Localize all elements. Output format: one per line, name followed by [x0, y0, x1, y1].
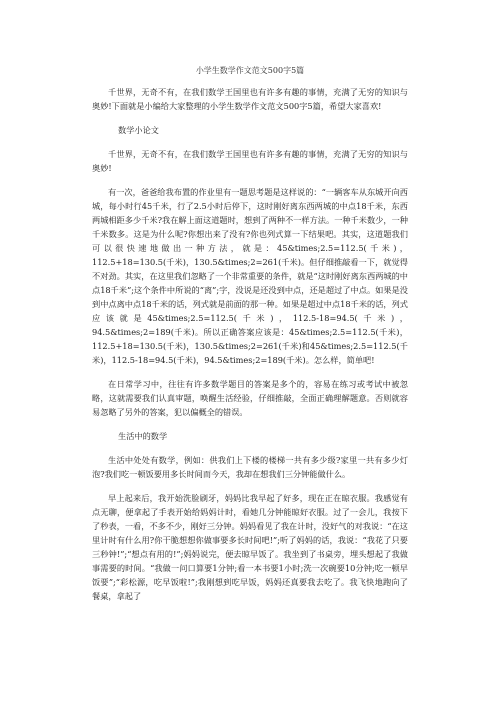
paragraph: 在日常学习中，往往有许多数学题目的答案是多个的，容易在练习或考试中被忽略，这就需要我们认真审题，唤醒生活经验，仔细推敲，全面正确理解题意。否则就容易忽略了另外的答案，犯以偏概全的错误。 — [92, 379, 408, 417]
intro-paragraph: 千世界，无奇不有，在我们数学王国里也有许多有趣的事情，充满了无穷的知识与奥妙!下面就是小编给大家整理的小学生数学作文范文500字5篇，希望大家喜欢! — [92, 87, 408, 111]
paragraph: 千世界，无奇不有，在我们数学王国里也有许多有趣的事情，充满了无穷的知识与奥妙! — [92, 149, 408, 173]
paragraph: 生活中处处有数学，例如：供我们上下楼的楼梯一共有多少级?家里一共有多少灯泡?我们吃一顿饭要用多长时间而今天，我却在想我们三分钟能做什么。 — [92, 455, 408, 479]
section-heading-math-in-life: 生活中的数学 — [118, 431, 168, 441]
section-heading-math-essay: 数学小论文 — [118, 125, 159, 135]
paragraph: 早上起来后，我开始洗脸刷牙，妈妈比我早起了好多，现在正在晾衣服。我感觉有点无聊，便拿起了手表开始给妈妈计时，看她几分钟能晾好衣服。过了一会儿，我按下了秒表，一看，不多不少，刚好三分钟。妈妈看见了我在计时，没好气的对我说：“在这里计时有什么用?你干脆想想你做事要多长时间吧!”;听了妈妈的话，我说：“我花了只要三秒钟!”;“想点有用的!”;妈妈说完，便去晾早饭了。我坐到了书桌旁，埋头想起了我做事需要的时间。“我做一问口算要1分钟;看一本书要1小时;洗一次碗要10分钟;吃一顿早饭要”;“彩松源，吃早饭啦!”;我刚想到吃早饭，妈妈还真要我去吃了。我飞快地跑向了餐桌，拿起了 — [92, 493, 408, 601]
paragraph: 有一次，爸爸给我布置的作业里有一题思考题是这样说的：“一辆客车从东城开向西城，每小时行45千米，行了2.5小时后停下，这时刚好离东西两城的中点18千米，东西两城相距多少千米?我在解上面这道题时，想到了两种不一样方法。一种千米数少，一种千米数多。这是为什么呢?你想出来了没有?你也列式算一下结果吧。其实，这道题我们可以很快速地做出一种方法，就是：45&times;2.5=112.5(千米)，112.5+18=130.5(千米)，130.5&times;2=261(千米)。但仔细推敲看一下，就觉得不对劲。其实，在这里我们忽略了一个非常重要的条件，就是“这时刚好离东西两城的中点18千米”;这个条件中所说的“离”;字，没说是还没到中点，还是超过了中点。如果是没到中点离中点18千米的话，列式就是前面的那一种。如果是超过中点18千米的话，列式应该就是45&times;2.5=112.5(千米)，112.5-18=94.5(千米)，94.5&times;2=189(千米)。所以正确答案应该是：45&times;2.5=112.5(千米)，112.5+18=130.5(千米)，130.5&times;2=261(千米)和45&times;2.5=112.5(千米)，112.5-18=94.5(千米)，94.5&times;2=189(千米)。怎么样，简单吧! — [92, 187, 408, 365]
page-title: 小学生数学作文范文500字5篇 — [195, 66, 305, 75]
